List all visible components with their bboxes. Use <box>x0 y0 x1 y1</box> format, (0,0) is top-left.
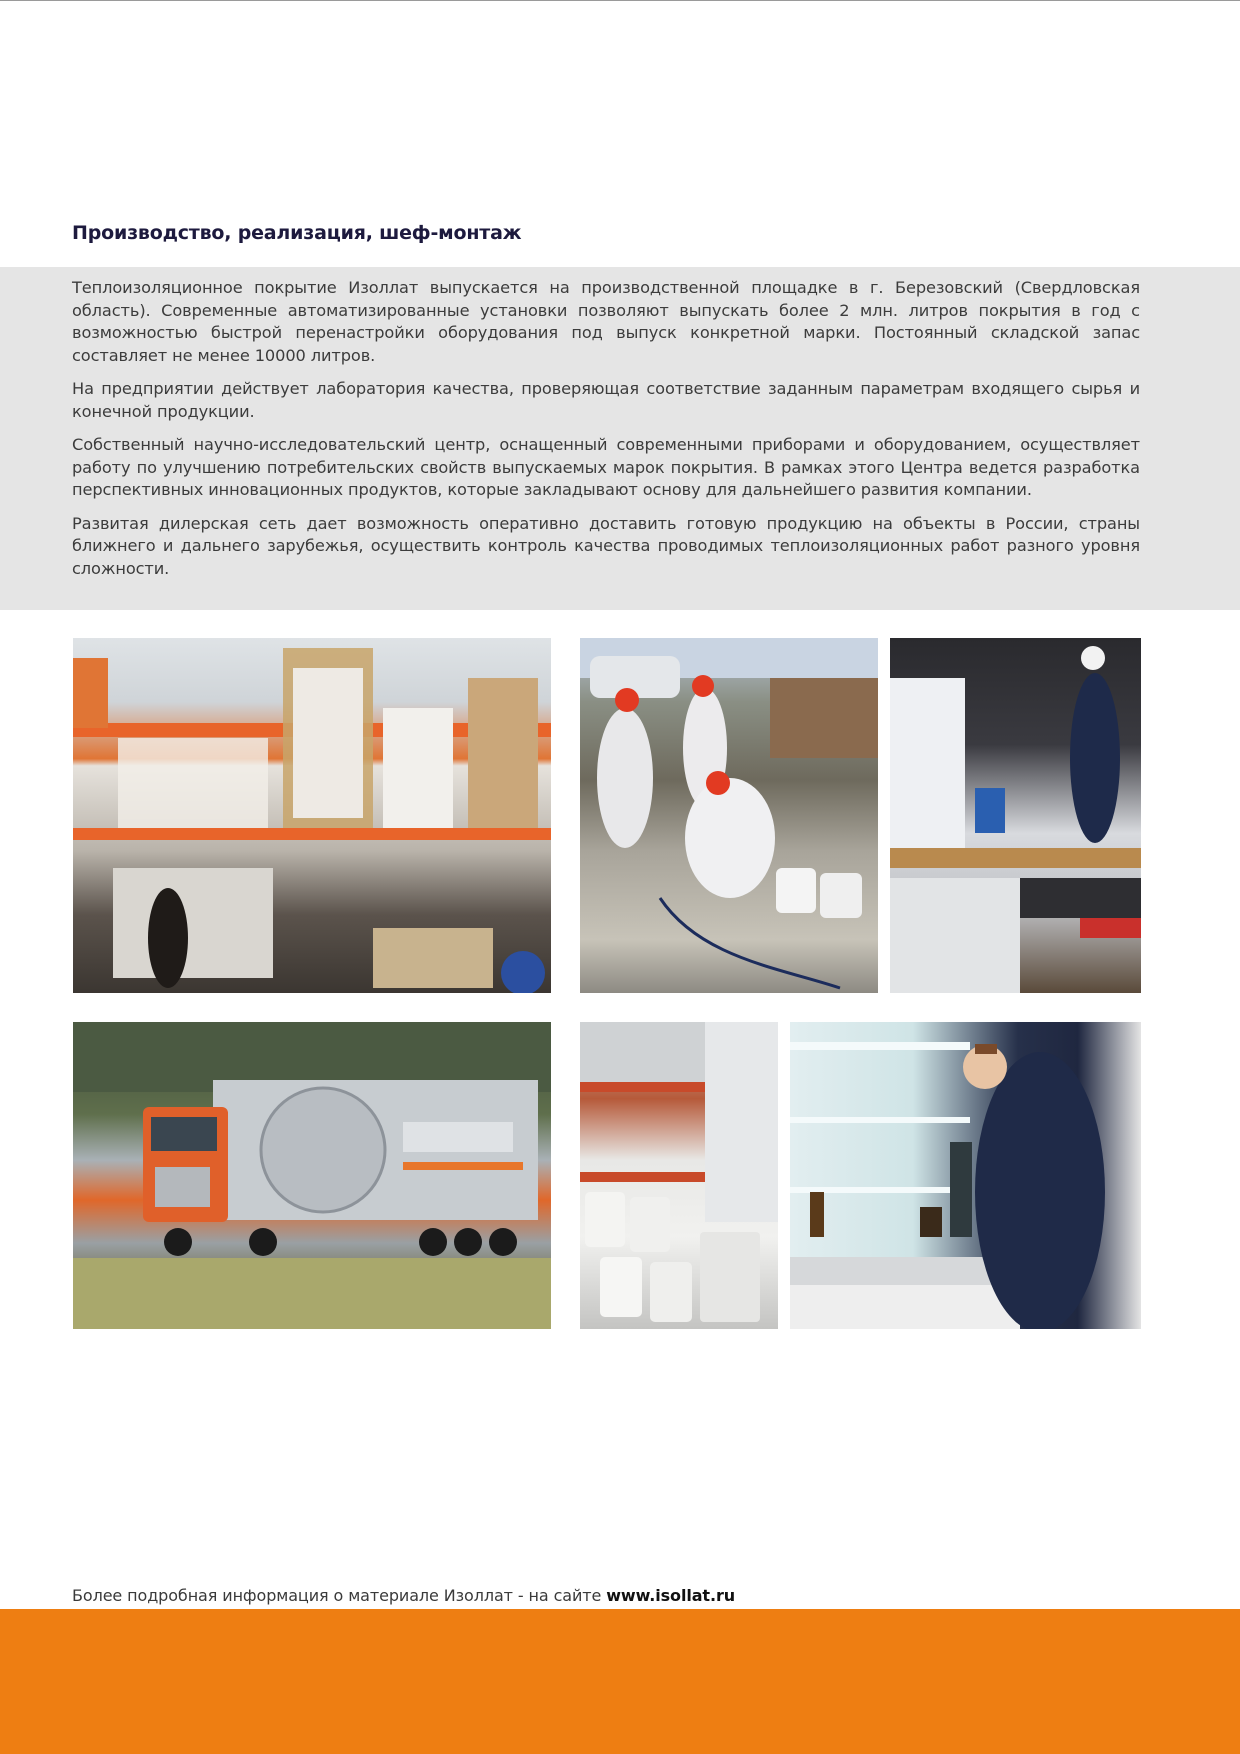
text-band <box>0 267 1240 610</box>
photo-workers <box>580 638 878 993</box>
photo-truck-shapes <box>73 1022 551 1329</box>
photo-buckets-shapes <box>580 1022 778 1329</box>
paragraph-research-center: Собственный научно-исследовательский центр, оснащенный современными приборами и оборудованием, осуществляет работу по улучшению потребительских свойств выпускаемых марок покрытия. В рамках этого Центра ведется разработка перспективных инновационных продуктов, которые закладывают основу для дальнейшего развития компании. <box>72 435 1140 499</box>
photo-loading <box>890 638 1141 993</box>
photo-truck <box>73 1022 551 1329</box>
photo-warehouse-shapes <box>73 638 551 993</box>
photo-warehouse <box>73 638 551 993</box>
website-link[interactable]: www.isollat.ru <box>606 1586 736 1605</box>
paragraph-dealer-network: Развитая дилерская сеть дает возможность оперативно доставить готовую продукцию на объекты в России, страны ближнего и дальнего зарубежья, осуществить контроль качества проводимых теплоизоляционных работ разного уровня сложности. <box>72 513 1140 578</box>
photo-workers-shapes <box>580 638 878 993</box>
orange-footer-band <box>0 1609 1240 1754</box>
photo-lab-shapes <box>790 1022 1141 1329</box>
footer-info <box>72 1586 735 1605</box>
section-heading: Производство, реализация, шеф-монтаж <box>72 222 522 244</box>
photo-lab <box>790 1022 1141 1329</box>
photo-buckets <box>580 1022 778 1329</box>
footer-text: Более подробная информация о материале Изоллат - на сайте <box>72 1586 607 1605</box>
paragraph-production: Теплоизоляционное покрытие Изоллат выпускается на производственной площадке в г. Березовский (Свердловская область). Современные автоматизированные установки позволяют выпускать более 2 млн. литров покрытия в год с возможностью быстрой перенастройки оборудования под выпуск конкретной марки. Постоянный складской запас составляет не менее 10000 литров. <box>72 278 1140 365</box>
paragraph-quality-lab: На предприятии действует лаборатория качества, проверяющая соответствие заданным параметрам входящего сырья и конечной продукции. <box>72 379 1140 421</box>
top-rule <box>0 0 1240 1</box>
photo-loading-shapes <box>890 638 1141 993</box>
